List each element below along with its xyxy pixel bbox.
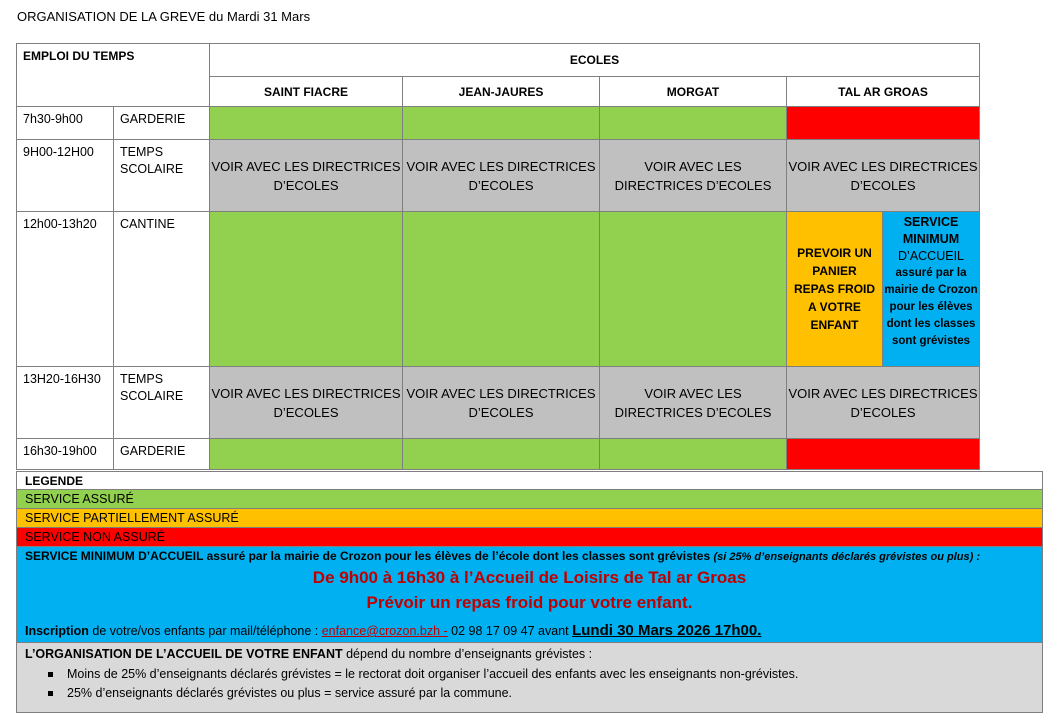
- activity-cell: GARDERIE: [114, 439, 210, 470]
- phone-number: 02 98 17 09 47 avant: [451, 624, 569, 638]
- service-minimum-title: SERVICE MINIMUM: [902, 215, 960, 246]
- status-assure-cell: [403, 439, 600, 470]
- repas-froid-notice: Prévoir un repas froid pour votre enfant.: [366, 593, 693, 612]
- ecoles-header: ECOLES: [210, 44, 980, 77]
- status-assure-cell: [403, 107, 600, 140]
- status-assure-cell: [600, 212, 787, 367]
- status-assure-cell: [210, 439, 403, 470]
- voir-directrices-cell: VOIR AVEC LES DIRECTRICES D’ECOLES: [210, 367, 403, 439]
- time-cell: 16h30-19h00: [17, 439, 114, 470]
- legend-non-assure: SERVICE NON ASSURÉ: [16, 528, 1043, 547]
- service-minimum-accueil: D’ACCUEIL: [898, 249, 965, 263]
- school-header-saint-fiacre: SAINT FIACRE: [210, 77, 403, 107]
- time-cell: 12h00-13h20: [17, 212, 114, 367]
- status-assure-cell: [403, 212, 600, 367]
- school-header-jean-jaures: JEAN-JAURES: [403, 77, 600, 107]
- emploi-header: EMPLOI DU TEMPS: [17, 44, 210, 107]
- voir-directrices-cell: VOIR AVEC LES DIRECTRICES D’ECOLES: [210, 140, 403, 212]
- time-cell: 13H20-16H30: [17, 367, 114, 439]
- service-minimum-bold: SERVICE MINIMUM D’ACCUEIL assuré par la mairie de Crozon pour les élèves de l’école dont les classes sont grévistes: [25, 549, 711, 563]
- legend-assure: SERVICE ASSURÉ: [16, 490, 1043, 509]
- schedule-table: [16, 43, 980, 470]
- status-non-assure-cell: [787, 107, 980, 140]
- school-header-tal-ar-groas: TAL AR GROAS: [787, 77, 980, 107]
- voir-directrices-cell: VOIR AVEC LES DIRECTRICES D’ECOLES: [600, 140, 787, 212]
- inscription-line: [25, 622, 761, 639]
- inscription-text: de votre/vos enfants par mail/téléphone :: [92, 624, 319, 638]
- email-link[interactable]: enfance@crozon.bzh -: [321, 624, 448, 638]
- activity-cell: CANTINE: [114, 212, 210, 367]
- accueil-hours: De 9h00 à 16h30 à l’Accueil de Loisirs de Tal ar Groas: [312, 568, 747, 587]
- status-assure-cell: [210, 212, 403, 367]
- voir-directrices-cell: VOIR AVEC LES DIRECTRICES D’ECOLES: [787, 140, 980, 212]
- bullet-item: 25% d’enseignants déclarés grévistes ou plus = service assuré par la commune.: [67, 686, 513, 700]
- school-header-morgat: MORGAT: [600, 77, 787, 107]
- voir-directrices-cell: VOIR AVEC LES DIRECTRICES D’ECOLES: [600, 367, 787, 439]
- panier-repas-cell: [787, 212, 883, 367]
- organisation-note: [16, 643, 1043, 713]
- service-minimum-condition: (si 25% d’enseignants déclarés grévistes ou plus) :: [713, 551, 981, 563]
- organisation-title: [25, 647, 592, 661]
- inscription-label: Inscription: [25, 624, 89, 638]
- time-cell: 9H00-12H00: [17, 140, 114, 212]
- status-assure-cell: [210, 107, 403, 140]
- organisation-bold: L’ORGANISATION DE L’ACCUEIL DE VOTRE ENFANT: [25, 647, 343, 661]
- service-minimum-cell: [883, 212, 980, 367]
- organisation-text: dépend du nombre d’enseignants grévistes :: [346, 647, 593, 661]
- voir-directrices-cell: VOIR AVEC LES DIRECTRICES D’ECOLES: [787, 367, 980, 439]
- legend-title: LEGENDE: [16, 471, 1043, 490]
- voir-directrices-cell: VOIR AVEC LES DIRECTRICES D’ECOLES: [403, 140, 600, 212]
- voir-directrices-cell: VOIR AVEC LES DIRECTRICES D’ECOLES: [403, 367, 600, 439]
- service-minimum-line: [25, 549, 980, 563]
- legend: [16, 471, 1043, 713]
- status-non-assure-cell: [787, 439, 980, 470]
- legend-service-minimum: [16, 547, 1043, 643]
- bullet-item: Moins de 25% d’enseignants déclarés grévistes = le rectorat doit organiser l’accueil des enfants avec les enseignants non-grévistes.: [67, 667, 799, 681]
- status-assure-cell: [600, 439, 787, 470]
- status-assure-cell: [600, 107, 787, 140]
- panier-repas-text: PREVOIR UN PANIER REPAS FROID A VOTRE ENFANT: [793, 246, 876, 332]
- activity-cell: TEMPS SCOLAIRE: [114, 140, 210, 212]
- service-minimum-desc: assuré par la mairie de Crozon pour les élèves dont les classes sont grévistes: [884, 267, 978, 347]
- activity-cell: GARDERIE: [114, 107, 210, 140]
- legend-partiel: SERVICE PARTIELLEMENT ASSURÉ: [16, 509, 1043, 528]
- deadline-date: Lundi 30 Mars 2026 17h00.: [572, 622, 762, 639]
- document-title: ORGANISATION DE LA GREVE du Mardi 31 Mars: [17, 9, 311, 24]
- activity-cell: TEMPS SCOLAIRE: [114, 367, 210, 439]
- time-cell: 7h30-9h00: [17, 107, 114, 140]
